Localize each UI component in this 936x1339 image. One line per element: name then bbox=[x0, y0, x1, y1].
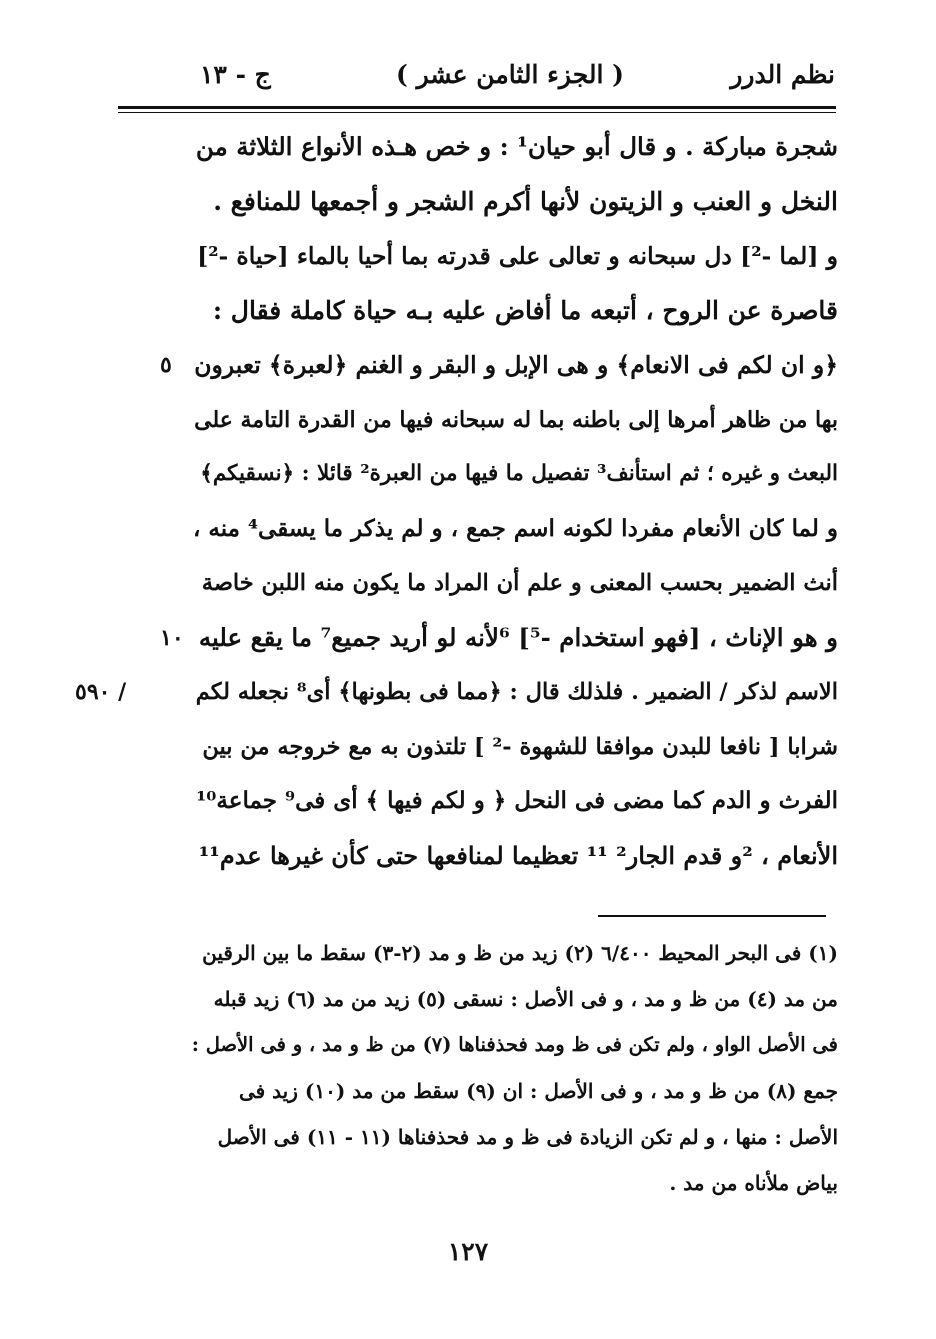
text-line: بها من ظاهر أمرها إلى باطنه بما له سبحانه فيها من القدرة التامة على bbox=[194, 406, 838, 433]
text-line: البعث و غيره ؛ ثم استأنف³ تفصيل ما فيها من العبرة² قائلا : ﴿نسقيكم﴾ bbox=[200, 461, 838, 486]
main-text bbox=[75, 120, 838, 883]
text-line: النخل و العنب و الزيتون لأنها أكرم الشجر و أجمعها للمنافع . bbox=[213, 186, 838, 216]
text-line: و [لما -²] دل سبحانه و تعالى على قدرته بما أحيا بالماء [حياة -²] bbox=[197, 242, 838, 270]
footnote-line: الأصل : منها ، و لم تكن الزيادة فى ظ و مد فحذفناها (١١ - ١١) فى الأصل bbox=[217, 1125, 838, 1149]
part-title: ( الجزء الثامن عشر ) bbox=[396, 60, 624, 89]
footnote-line: بياض ملأناه من مد . bbox=[669, 1171, 838, 1195]
text-line: الفرث و الدم كما مضى فى النحل ﴿ و لكم فيها ﴾ أى فى⁹ جماعة¹⁰ bbox=[196, 787, 838, 814]
page-reference: ج - ١٣ bbox=[200, 60, 271, 89]
footnote-line: جمع (٨) من ظ و مد ، و فى الأصل : ان (٩) سقط من مد (١٠) زيد فى bbox=[238, 1079, 838, 1103]
line-number: ١٠ bbox=[160, 624, 184, 651]
text-line: الأنعام ، ²و قدم الجار² ¹¹ تعظيما لمنافعها حتى كأن غيرها عدم¹¹ bbox=[198, 840, 838, 870]
footnote-line: (١) فى البحر المحيط ٦/٤٠٠ (٢) زيد من ظ و مد (٢-٣) سقط ما بين الرقين bbox=[202, 941, 838, 965]
header-rule-thick bbox=[118, 106, 836, 109]
text-line: الاسم لذكر / الضمير . فلذلك قال : ﴿مما فى بطونها﴾ أى⁸ نجعله لكم ٥٩٠ / bbox=[190, 665, 838, 720]
page-number: ١٢٧ bbox=[447, 1237, 489, 1266]
text-line: شجرة مباركة . و قال أبو حيان¹ : و خص هـذه الأنواع الثلاثة من bbox=[195, 132, 838, 161]
footnote-separator bbox=[598, 915, 826, 917]
text-line: ﴿و ان لكم فى الانعام﴾ و هى الإبل و البقر و الغنم ﴿لعبرة﴾ تعبرون ٥ bbox=[190, 338, 838, 393]
line-number: ٥ bbox=[160, 352, 172, 378]
text-line: و لما كان الأنعام مفردا لكونه اسم جمع ، و لم يذكر ما يسقى⁴ منه ، bbox=[192, 514, 838, 542]
footnote-line: فى الأصل الواو ، ولم تكن فى ظ ومد فحذفناها (٧) من ظ و مد ، و فى الأصل : bbox=[191, 1033, 838, 1056]
text-line: و هو الإناث ، [فهو استخدام -⁵] ⁶لأنه لو أريد جميع⁷ ما يقع عليه ١٠ bbox=[190, 611, 838, 666]
manuscript-page-marker: ٥٩٠ / bbox=[75, 679, 127, 705]
footnote-line: من مد (٤) من ظ و مد ، و فى الأصل : نسقى (٥) زيد من مد (٦) زيد قبله bbox=[213, 987, 838, 1011]
text-line: قاصرة عن الروح ، أتبعه ما أفاض عليه بـه حياة كاملة فقال : bbox=[212, 295, 838, 325]
header-rule-thin bbox=[118, 112, 836, 113]
book-title: نظم الدرر bbox=[730, 60, 835, 89]
text-line: شرابا [ نافعا للبدن موافقا للشهوة -² ] تلتذون به مع خروجه من بين bbox=[202, 733, 838, 760]
footnotes bbox=[190, 930, 838, 1206]
running-header bbox=[185, 60, 835, 100]
text-line: أنث الضمير بحسب المعنى و علم أن المراد ما يكون منه اللبن خاصة bbox=[201, 570, 838, 596]
